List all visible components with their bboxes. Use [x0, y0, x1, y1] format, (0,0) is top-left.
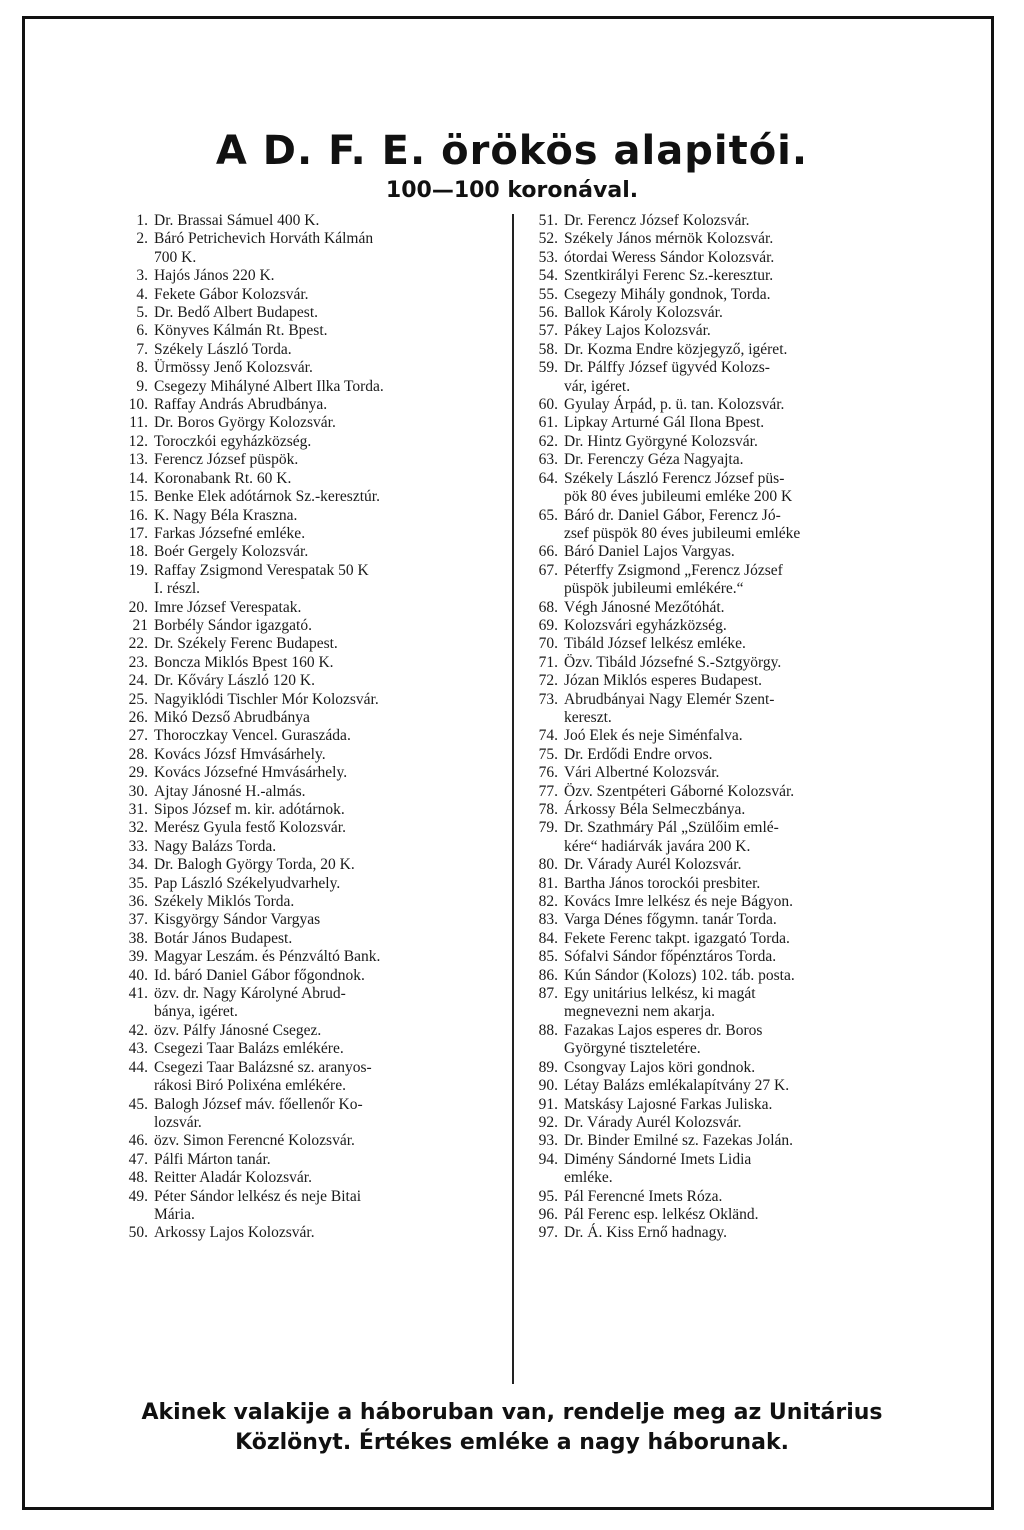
- list-item: [522, 1022, 922, 1059]
- entry-number: 63.: [538, 451, 558, 469]
- entry-number: 41.: [128, 985, 148, 1003]
- footer-line-2: Közlönyt. Értékes emléke a nagy háborunak.: [235, 1430, 789, 1455]
- list-item: [112, 654, 502, 672]
- list-item: [522, 230, 922, 248]
- list-item: [112, 801, 502, 819]
- entry-number: 51.: [538, 212, 558, 229]
- list-item: [522, 617, 922, 635]
- entry-text: Székely János mérnök Kolozsvár.: [564, 230, 774, 248]
- entry-number: 61.: [538, 414, 558, 432]
- entry-text: Magyar Leszám. és Pénzváltó Bank.: [154, 948, 381, 966]
- entry-text: Péterffy Zsigmond „Ferencz József püspök jubileumi emlékére.“: [564, 561, 783, 598]
- left-column-list: [112, 212, 502, 1243]
- list-item: [522, 967, 922, 985]
- entry-text: Létay Balázs emlékalapítvány 27 K.: [564, 1077, 790, 1095]
- list-item: [112, 838, 502, 856]
- entry-text: Csegezy Mihály gondnok, Torda.: [564, 285, 771, 303]
- entry-text: Gyulay Árpád, p. ü. tan. Kolozsvár.: [564, 396, 785, 414]
- list-item: [112, 230, 502, 267]
- entry-text: Dr. Binder Emilné sz. Fazekas Jolán.: [564, 1132, 794, 1150]
- entry-number: 18.: [128, 543, 148, 561]
- right-column-list: [522, 212, 922, 1243]
- list-item: [522, 727, 922, 745]
- list-item: [112, 948, 502, 966]
- entry-number: 90.: [538, 1077, 558, 1095]
- entry-number: 50.: [128, 1224, 148, 1242]
- entry-text: Dr. Boros György Kolozsvár.: [154, 414, 336, 432]
- list-item: [112, 783, 502, 801]
- entry-number: 59.: [538, 359, 558, 377]
- entry-text: Dr. Szathmáry Pál „Szülőim emlé- kére“ hadiárvák javára 200 K.: [564, 819, 779, 855]
- list-item: [522, 1059, 922, 1077]
- entry-text: Toroczkói egyházközség.: [154, 432, 312, 450]
- list-item: [112, 672, 502, 690]
- entry-number: 23.: [128, 653, 148, 671]
- entry-text: Székely Miklós Torda.: [154, 893, 295, 911]
- entry-text: Pap László Székelyudvarhely.: [154, 874, 341, 892]
- entry-number: 65.: [538, 506, 558, 524]
- entry-number: 76.: [538, 764, 558, 782]
- list-item: [522, 470, 922, 507]
- list-item: [522, 286, 922, 304]
- entry-number: 11.: [129, 414, 148, 432]
- entry-number: 13.: [128, 451, 148, 469]
- list-item: [112, 488, 502, 506]
- list-item: [522, 433, 922, 451]
- entry-text: Nagyiklódi Tischler Mór Kolozsvár.: [154, 690, 379, 708]
- list-item: [522, 635, 922, 653]
- entry-number: 44.: [128, 1058, 148, 1076]
- entry-number: 94.: [538, 1150, 558, 1168]
- entry-text: Pálfi Márton tanár.: [154, 1150, 271, 1168]
- entry-number: 81.: [538, 874, 558, 892]
- entry-number: 7.: [136, 340, 148, 358]
- entry-text: Pál Ferenc esp. lelkész Okländ.: [564, 1205, 759, 1223]
- list-item: [112, 1151, 502, 1169]
- entry-text: Varga Dénes főgymn. tanár Torda.: [564, 911, 777, 929]
- entry-number: 88.: [538, 1021, 558, 1039]
- list-item: [112, 875, 502, 893]
- entry-number: 49.: [128, 1187, 148, 1205]
- entry-number: 79.: [538, 819, 558, 837]
- column-divider: [512, 214, 514, 1384]
- entry-text: Ballok Károly Kolozsvár.: [564, 304, 723, 322]
- entry-number: 56.: [538, 304, 558, 322]
- list-item: [522, 1206, 922, 1224]
- list-item: [522, 1077, 922, 1095]
- entry-text: Báró Daniel Lajos Vargyas.: [564, 543, 735, 561]
- entry-text: Lipkay Arturné Gál Ilona Bpest.: [564, 414, 765, 432]
- entry-number: 69.: [538, 616, 558, 634]
- entry-text: Dr. Kozma Endre közjegyző, igéret.: [564, 340, 788, 358]
- footer-notice: [0, 1398, 1024, 1458]
- entry-number: 48.: [128, 1169, 148, 1187]
- entry-number: 1.: [136, 212, 148, 229]
- list-item: [522, 359, 922, 396]
- page-title: A D. F. E. örökös alapitói.: [215, 128, 809, 174]
- entry-text: özv. dr. Nagy Károlyné Abrud- bánya, igéret.: [154, 985, 346, 1021]
- entry-number: 17.: [128, 524, 148, 542]
- entry-number: 10.: [128, 396, 148, 414]
- entry-number: 85.: [538, 948, 558, 966]
- entry-text: Dr. Hintz Györgyné Kolozsvár.: [564, 432, 758, 450]
- entry-text: Özv. Tibáld Józsefné S.-Sztgyörgy.: [564, 653, 782, 671]
- list-item: [112, 819, 502, 837]
- entry-number: 47.: [128, 1150, 148, 1168]
- entry-text: Pál Ferencné Imets Róza.: [564, 1187, 723, 1205]
- list-item: [522, 691, 922, 728]
- entry-text: Matskásy Lajosné Farkas Juliska.: [564, 1095, 773, 1113]
- entry-number: 72.: [538, 672, 558, 690]
- entry-number: 54.: [538, 267, 558, 285]
- list-item: [112, 304, 502, 322]
- entry-text: Id. báró Daniel Gábor főgondnok.: [154, 966, 365, 984]
- entry-number: 20.: [128, 598, 148, 616]
- list-item: [112, 1022, 502, 1040]
- entry-number: 34.: [128, 856, 148, 874]
- entry-text: özv. Simon Ferencné Kolozsvár.: [154, 1132, 355, 1150]
- entry-text: Péter Sándor lelkész és neje Bitai Mária.: [154, 1187, 362, 1223]
- entry-text: Balogh József máv. főellenőr Ko- lozsvár.: [154, 1095, 363, 1131]
- entry-number: 97.: [538, 1224, 558, 1242]
- entry-text: Végh Jánosné Mezőtóhát.: [564, 598, 725, 616]
- list-item: [522, 341, 922, 359]
- list-item: [112, 396, 502, 414]
- entry-number: 82.: [538, 893, 558, 911]
- entry-number: 16.: [128, 506, 148, 524]
- entry-number: 91.: [538, 1095, 558, 1113]
- entry-number: 22.: [128, 635, 148, 653]
- entry-text: Vári Albertné Kolozsvár.: [564, 764, 720, 782]
- entry-text: Joó Elek és neje Siménfalva.: [564, 727, 743, 745]
- list-item: [112, 1169, 502, 1187]
- entry-text: Thoroczkay Vencel. Guraszáda.: [154, 727, 351, 745]
- entry-text: Bartha János torockói presbiter.: [564, 874, 761, 892]
- entry-text: Dr. Balogh György Torda, 20 K.: [154, 856, 355, 874]
- footer-line-1: Akinek valakije a háboruban van, rendelje meg az Unitárius: [141, 1400, 883, 1425]
- list-item: [522, 746, 922, 764]
- list-item: [522, 599, 922, 617]
- list-item: [522, 396, 922, 414]
- entry-text: Kovács Józsf Hmvásárhely.: [154, 745, 326, 763]
- list-item: [112, 1040, 502, 1058]
- entry-number: 9.: [136, 377, 148, 395]
- entry-number: 8.: [136, 359, 148, 377]
- entry-number: 19.: [128, 561, 148, 579]
- entry-text: Pákey Lajos Kolozsvár.: [564, 322, 711, 340]
- list-item: [112, 985, 502, 1022]
- entry-text: K. Nagy Béla Kraszna.: [154, 506, 298, 524]
- entry-text: Merész Gyula festő Kolozsvár.: [154, 819, 346, 837]
- entry-text: Könyves Kálmán Rt. Bpest.: [154, 322, 328, 340]
- entry-text: Dr. Ferenczy Géza Nagyajta.: [564, 451, 744, 469]
- entry-text: Árkossy Béla Selmeczbánya.: [564, 801, 746, 818]
- list-item: [112, 322, 502, 340]
- list-item: [112, 212, 502, 230]
- list-item: [522, 1224, 922, 1242]
- entry-text: Kovács Józsefné Hmvásárhely.: [154, 764, 348, 782]
- entry-text: Fekete Gábor Kolozsvár.: [154, 285, 309, 303]
- entry-text: Boncza Miklós Bpest 160 K.: [154, 653, 334, 671]
- entry-number: 14.: [128, 469, 148, 487]
- entry-text: Sipos József m. kir. adótárnok.: [154, 801, 345, 818]
- entry-number: 57.: [538, 322, 558, 340]
- list-item: [112, 507, 502, 525]
- entry-number: 37.: [128, 911, 148, 929]
- entry-number: 29.: [128, 764, 148, 782]
- list-item: [112, 341, 502, 359]
- entry-text: Arkossy Lajos Kolozsvár.: [154, 1224, 315, 1242]
- entry-text: Fekete Ferenc takpt. igazgató Torda.: [564, 929, 790, 947]
- list-item: [112, 764, 502, 782]
- list-item: [112, 286, 502, 304]
- entry-text: Dr. Á. Kiss Ernő hadnagy.: [564, 1224, 728, 1242]
- entry-text: Kún Sándor (Kolozs) 102. táb. posta.: [564, 966, 795, 984]
- entry-number: 87.: [538, 985, 558, 1003]
- entry-number: 77.: [538, 782, 558, 800]
- entry-number: 55.: [538, 285, 558, 303]
- list-item: [522, 985, 922, 1022]
- list-item: [112, 414, 502, 432]
- list-item: [522, 507, 922, 544]
- entry-number: 3.: [136, 267, 148, 285]
- list-item: [112, 470, 502, 488]
- entry-number: 78.: [538, 801, 558, 818]
- entry-number: 83.: [538, 911, 558, 929]
- list-item: [522, 304, 922, 322]
- entry-number: 62.: [538, 432, 558, 450]
- list-item: [112, 1096, 502, 1133]
- list-item: [112, 746, 502, 764]
- entry-number: 70.: [538, 635, 558, 653]
- entry-number: 95.: [538, 1187, 558, 1205]
- list-item: [112, 543, 502, 561]
- entry-text: Dr. Erdődi Endre orvos.: [564, 745, 713, 763]
- list-item: [112, 727, 502, 745]
- entry-number: 96.: [538, 1205, 558, 1223]
- list-item: [522, 948, 922, 966]
- entry-number: 53.: [538, 248, 558, 266]
- list-item: [112, 267, 502, 285]
- entry-text: Báró dr. Daniel Gábor, Ferencz Jó- zsef püspök 80 éves jubileumi emléke: [564, 506, 801, 542]
- entry-number: 21: [132, 616, 148, 634]
- entry-number: 39.: [128, 948, 148, 966]
- entry-text: Csongvay Lajos köri gondnok.: [564, 1058, 756, 1076]
- entry-number: 73.: [538, 690, 558, 708]
- list-item: [112, 856, 502, 874]
- entry-number: 52.: [538, 230, 558, 248]
- entry-text: Benke Elek adótárnok Sz.-keresztúr.: [154, 488, 380, 506]
- entry-text: Mikó Dezső Abrudbánya: [154, 708, 310, 726]
- entry-number: 28.: [128, 745, 148, 763]
- entry-text: Dr. Pálffy József ügyvéd Kolozs- vár, igéret.: [564, 359, 770, 395]
- list-item: [112, 893, 502, 911]
- entry-number: 12.: [128, 432, 148, 450]
- list-item: [522, 1132, 922, 1150]
- entry-number: 46.: [128, 1132, 148, 1150]
- entry-number: 43.: [128, 1040, 148, 1058]
- entry-number: 25.: [128, 690, 148, 708]
- list-item: [522, 783, 922, 801]
- entry-text: Fazakas Lajos esperes dr. Boros Györgyné tiszteletére.: [564, 1021, 763, 1058]
- entry-text: Botár János Budapest.: [154, 929, 293, 947]
- entry-text: Kovács Imre lelkész és neje Bágyon.: [564, 893, 793, 911]
- entry-text: Nagy Balázs Torda.: [154, 837, 277, 855]
- page-subtitle: 100—100 koronával.: [385, 178, 639, 203]
- list-item: [112, 562, 502, 599]
- entry-number: 26.: [128, 708, 148, 726]
- entry-number: 92.: [538, 1113, 558, 1131]
- entry-text: Dr. Várady Aurél Kolozsvár.: [564, 856, 742, 874]
- entry-text: Csegezi Taar Balázsné sz. aranyos- rákosi Biró Polixéna emlékére.: [154, 1058, 372, 1095]
- entry-text: Dr. Székely Ferenc Budapest.: [154, 635, 338, 653]
- entry-text: Szentkirályi Ferenc Sz.-keresztur.: [564, 267, 774, 285]
- entry-number: 2.: [136, 230, 148, 248]
- list-item: [522, 322, 922, 340]
- entry-text: Ürmössy Jenő Kolozsvár.: [154, 359, 313, 377]
- entry-number: 40.: [128, 966, 148, 984]
- list-item: [112, 709, 502, 727]
- list-item: [522, 856, 922, 874]
- entry-text: Dr. Várady Aurél Kolozsvár.: [564, 1113, 742, 1131]
- list-item: [522, 562, 922, 599]
- entry-number: 30.: [128, 782, 148, 800]
- entry-number: 68.: [538, 598, 558, 616]
- entry-text: Raffay Zsigmond Verespatak 50 K I. részl.: [154, 561, 369, 598]
- entry-text: Borbély Sándor igazgató.: [154, 616, 312, 634]
- entry-text: Kisgyörgy Sándor Vargyas: [154, 911, 321, 929]
- entry-text: özv. Pálfy Jánosné Csegez.: [154, 1021, 322, 1039]
- list-item: [112, 378, 502, 396]
- entry-number: 32.: [128, 819, 148, 837]
- entry-number: 31.: [128, 801, 148, 818]
- list-item: [112, 691, 502, 709]
- entry-text: Ferencz József püspök.: [154, 451, 299, 469]
- entry-number: 4.: [136, 285, 148, 303]
- entry-number: 89.: [538, 1058, 558, 1076]
- entry-number: 60.: [538, 396, 558, 414]
- list-item: [522, 893, 922, 911]
- list-item: [112, 433, 502, 451]
- entry-text: Farkas Józsefné emléke.: [154, 524, 306, 542]
- list-item: [112, 1188, 502, 1225]
- entry-text: Abrudbányai Nagy Elemér Szent- kereszt.: [564, 690, 775, 726]
- entry-text: Dr. Ferencz József Kolozsvár.: [564, 212, 750, 229]
- list-item: [112, 930, 502, 948]
- list-item: [522, 1151, 922, 1188]
- entry-number: 75.: [538, 745, 558, 763]
- entry-text: Reitter Aladár Kolozsvár.: [154, 1169, 312, 1187]
- entry-text: Egy unitárius lelkész, ki magát megnevezni nem akarja.: [564, 985, 756, 1021]
- entry-text: Dimény Sándorné Imets Lidia emléke.: [564, 1150, 752, 1187]
- entry-text: Imre József Verespatak.: [154, 598, 302, 616]
- entry-number: 93.: [538, 1132, 558, 1150]
- entry-text: Dr. Bedő Albert Budapest.: [154, 304, 319, 322]
- entry-number: 67.: [538, 561, 558, 579]
- entry-number: 74.: [538, 727, 558, 745]
- list-item: [112, 1059, 502, 1096]
- list-item: [522, 819, 922, 856]
- entry-text: Dr. Kőváry László 120 K.: [154, 672, 315, 690]
- entry-number: 71.: [538, 653, 558, 671]
- entry-number: 66.: [538, 543, 558, 561]
- list-item: [522, 672, 922, 690]
- entry-number: 80.: [538, 856, 558, 874]
- entry-text: ótordai Weress Sándor Kolozsvár.: [564, 248, 775, 266]
- entry-number: 35.: [128, 874, 148, 892]
- entry-number: 5.: [136, 304, 148, 322]
- list-item: [112, 1132, 502, 1150]
- entry-number: 33.: [128, 837, 148, 855]
- entry-number: 38.: [128, 929, 148, 947]
- entry-text: Józan Miklós esperes Budapest.: [564, 672, 763, 690]
- list-item: [522, 654, 922, 672]
- entry-number: 86.: [538, 966, 558, 984]
- list-item: [112, 525, 502, 543]
- list-item: [522, 911, 922, 929]
- entry-number: 84.: [538, 929, 558, 947]
- list-item: [112, 635, 502, 653]
- entry-number: 58.: [538, 340, 558, 358]
- entry-number: 6.: [136, 322, 148, 340]
- entry-text: Báró Petrichevich Horváth Kálmán 700 K.: [154, 230, 374, 266]
- list-item: [522, 801, 922, 819]
- list-item: [522, 1096, 922, 1114]
- entry-text: Özv. Szentpéteri Gáborné Kolozsvár.: [564, 782, 795, 800]
- list-item: [522, 267, 922, 285]
- list-item: [112, 967, 502, 985]
- list-item: [522, 875, 922, 893]
- list-item: [112, 911, 502, 929]
- entry-text: Székely László Ferencz József püs- pök 80 éves jubileumi emléke 200 K: [564, 469, 793, 506]
- list-item: [112, 359, 502, 377]
- entry-text: Csegezi Taar Balázs emlékére.: [154, 1040, 344, 1058]
- entry-text: Tibáld József lelkész emléke.: [564, 635, 746, 653]
- list-item: [522, 930, 922, 948]
- list-item: [522, 1114, 922, 1132]
- entry-number: 24.: [128, 672, 148, 690]
- entry-number: 45.: [128, 1095, 148, 1113]
- entry-text: Koronabank Rt. 60 K.: [154, 469, 292, 487]
- list-item: [522, 212, 922, 230]
- list-item: [522, 414, 922, 432]
- entry-text: Csegezy Mihályné Albert Ilka Torda.: [154, 377, 384, 395]
- list-item: [522, 543, 922, 561]
- list-item: [112, 599, 502, 617]
- entry-text: Dr. Brassai Sámuel 400 K.: [154, 212, 320, 229]
- list-item: [522, 451, 922, 469]
- entry-text: Sófalvi Sándor főpénztáros Torda.: [564, 948, 777, 966]
- list-item: [112, 617, 502, 635]
- list-item: [112, 1224, 502, 1242]
- entry-number: 27.: [128, 727, 148, 745]
- entry-text: Kolozsvári egyházközség.: [564, 616, 727, 634]
- entry-text: Raffay András Abrudbánya.: [154, 396, 328, 414]
- list-item: [112, 451, 502, 469]
- entry-number: 36.: [128, 893, 148, 911]
- entry-text: Székely László Torda.: [154, 340, 292, 358]
- entry-text: Boér Gergely Kolozsvár.: [154, 543, 309, 561]
- list-item: [522, 764, 922, 782]
- list-item: [522, 1188, 922, 1206]
- entry-text: Ajtay Jánosné H.-almás.: [154, 782, 306, 800]
- entry-number: 15.: [128, 488, 148, 506]
- entry-text: Hajós János 220 K.: [154, 267, 275, 285]
- entry-number: 42.: [128, 1021, 148, 1039]
- entry-number: 64.: [538, 469, 558, 487]
- list-item: [522, 249, 922, 267]
